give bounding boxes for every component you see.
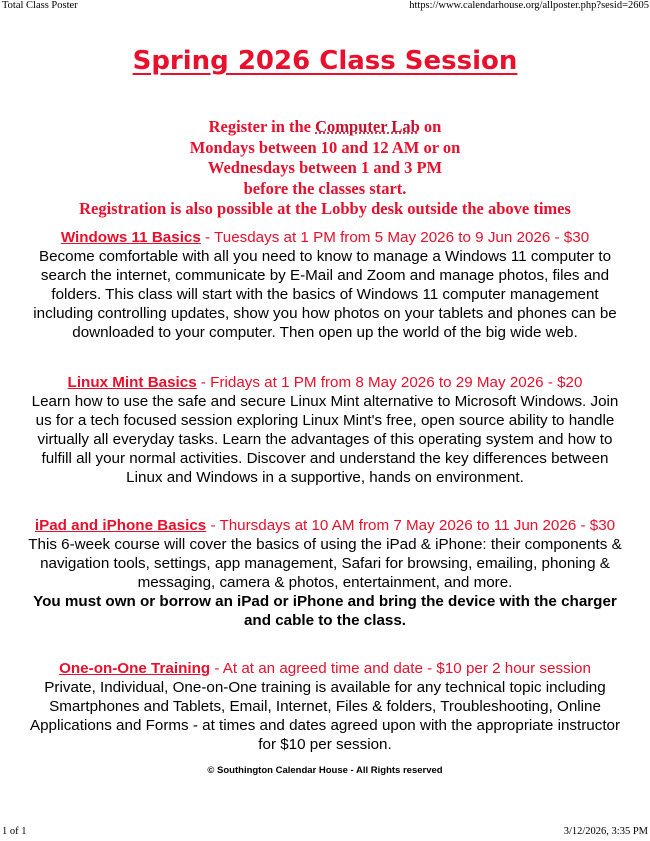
course-description: This 6-week course will cover the basics of using the iPad & iPhone: their components & navigation tools, settings, app management, Safari for browsing, emailing, phoning & messaging, camera & photos, entertainment, and more. [28, 536, 622, 591]
course-windows-11 [22, 228, 628, 342]
registration-line-1: Register in the Computer Lab on [208, 117, 442, 136]
registration-line-5: Registration is also possible at the Lobby desk outside the above times [79, 199, 571, 218]
course-schedule: - Thursdays at 10 AM from 7 May 2026 to 11 Jun 2026 - $30 [206, 517, 616, 534]
print-header-url: https://www.calendarhouse.org/allposter.php?sesid=2605 [409, 0, 649, 11]
computer-lab-link[interactable]: Computer Lab [315, 117, 420, 136]
poster-title: Spring 2026 Class Session [132, 46, 518, 76]
registration-line-2: Mondays between 10 and 12 AM or on [189, 137, 461, 157]
course-name-link[interactable]: iPad and iPhone Basics [34, 517, 207, 534]
course-schedule: - At at an agreed time and date - $10 per 2 hour session [210, 660, 591, 677]
course-description: Become comfortable with all you need to know to manage a Windows 11 computer to search the internet, communicate by E-Mail and Zoom and manage photos, files and folders. This class will start with the basics of Windows 11 computer management including controlling updates, show you how photos on your tablets and phones can be downloaded to your computer. Then open up the world of the big wide web. [33, 248, 617, 341]
course-requirement-note: You must own or borrow an iPad or iPhone and bring the device with the charger and cable to the class. [33, 593, 617, 629]
registration-line-3: Wednesdays between 1 and 3 PM [207, 158, 443, 177]
course-description: Learn how to use the safe and secure Linux Mint alternative to Microsoft Windows. Join us for a tech focused session exploring Linux Mint's free, open source ability to handle virtually all everyday tasks. Learn the advantages of this operating system and how to fulfill all your normal activities. Discover and understand the key differences between Linux and Windows in a supportive, hands on environment. [31, 393, 619, 486]
registration-line-4: before the classes start. [243, 178, 407, 198]
course-name-link[interactable]: One-on-One Training [59, 660, 211, 677]
course-name-link[interactable]: Linux Mint Basics [67, 374, 197, 391]
course-schedule: - Tuesdays at 1 PM from 5 May 2026 to 9 Jun 2026 - $30 [200, 229, 590, 246]
course-ipad-iphone [22, 516, 628, 630]
registration-info [0, 117, 650, 220]
print-footer-page-count: 1 of 1 [2, 826, 27, 837]
course-linux-mint [22, 373, 628, 487]
course-schedule: - Fridays at 1 PM from 8 May 2026 to 29 May 2026 - $20 [196, 374, 583, 391]
print-header-title: Total Class Poster [2, 0, 78, 11]
course-one-on-one [22, 659, 628, 754]
course-description: Private, Individual, One-on-One training is available for any technical topic including Smartphones and Tablets, Email, Internet, Files & folders, Troubleshooting, Online Applications and Forms - at times and dates agreed upon with the appropriate instructor for $10 per session. [29, 679, 621, 753]
print-footer-timestamp: 3/12/2026, 3:35 PM [563, 826, 648, 837]
course-name-link[interactable]: Windows 11 Basics [60, 229, 201, 246]
copyright-notice: © Southington Calendar House - All Rights reserved [207, 765, 443, 776]
